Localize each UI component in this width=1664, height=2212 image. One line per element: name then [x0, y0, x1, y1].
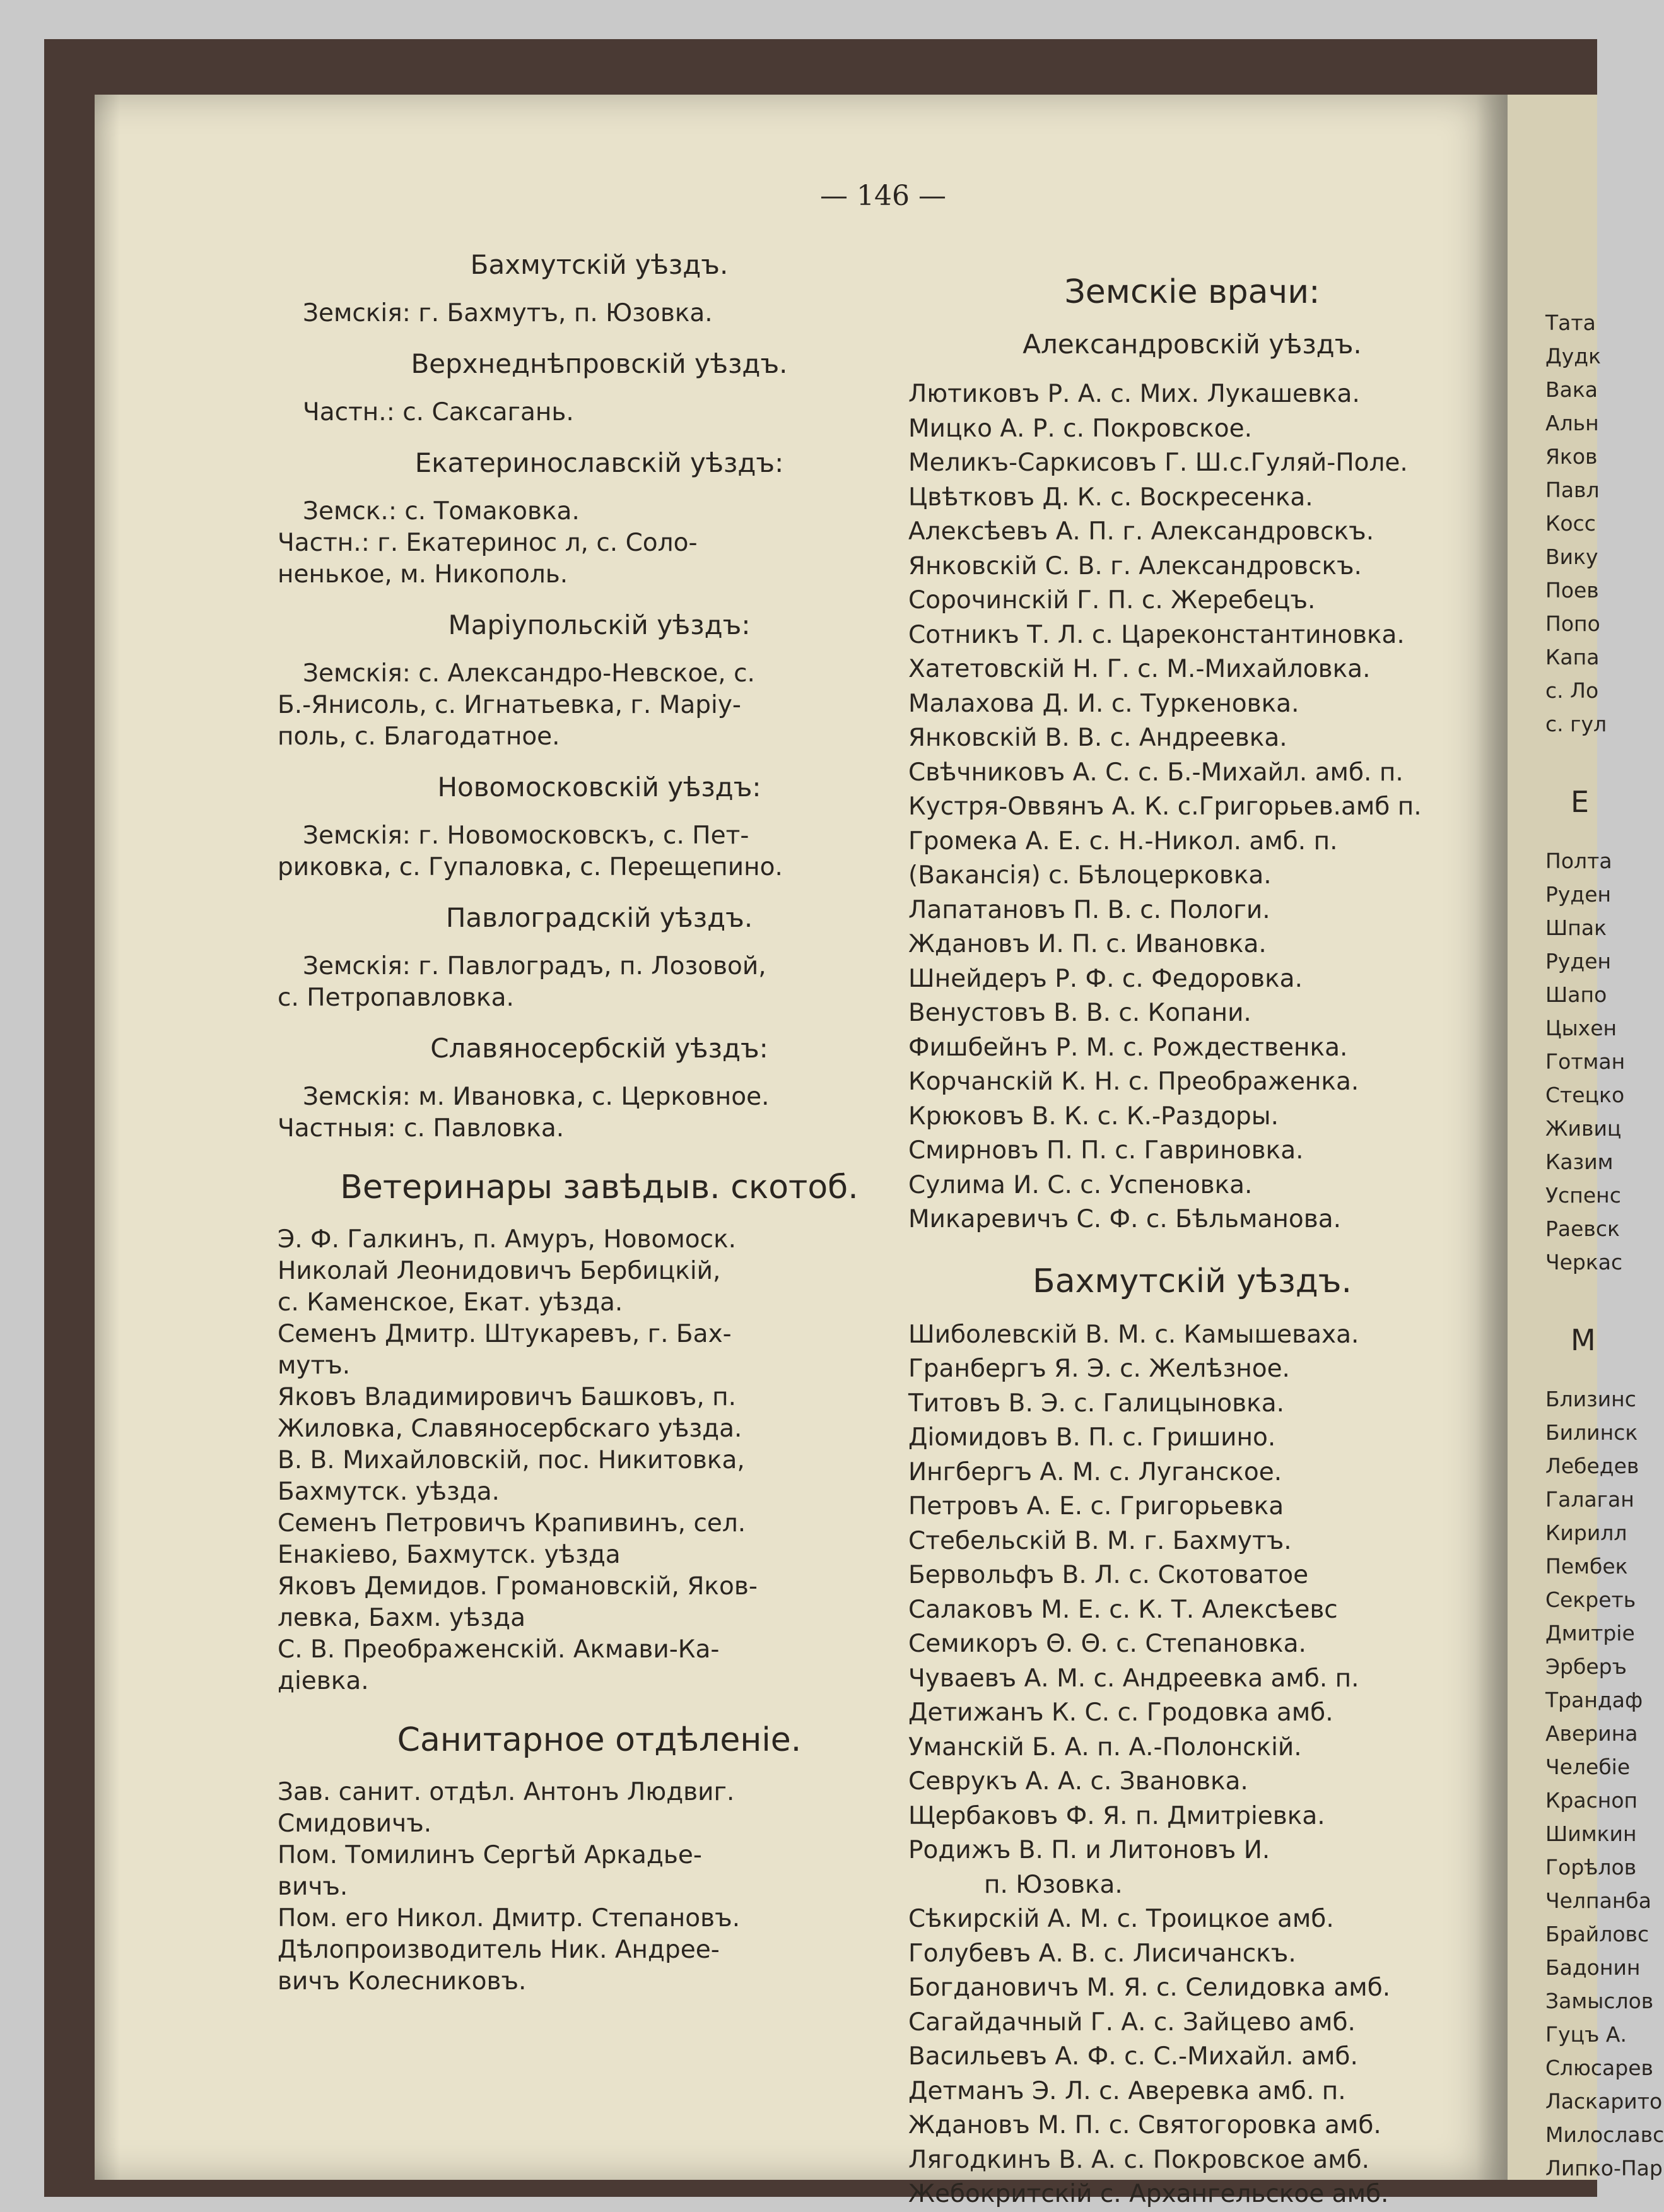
doctor-entry: Шиболевскiй В. М. с. Камышеваха. — [908, 1320, 1359, 1349]
column-heading: Земскiе врачи: — [1064, 273, 1320, 311]
district-heading: Новомосковскiй уѣздъ: — [437, 772, 761, 803]
doctor-entry: Детижанъ К. С. с. Гродовка амб. — [908, 1698, 1333, 1727]
text-line: Аверина — [1545, 1721, 1638, 1746]
district-heading: М — [1571, 1323, 1596, 1357]
text-line: Шимкин — [1545, 1821, 1637, 1846]
text-line: Вака — [1545, 377, 1598, 402]
text-line: с. Петропавловка. — [278, 984, 514, 1012]
doctor-entry: Малахова Д. И. с. Туркеновка. — [908, 689, 1299, 718]
doctor-entry: Микаревичъ С. Ф. с. Бѣльманова. — [908, 1205, 1341, 1233]
text-line: Лебедев — [1545, 1454, 1639, 1478]
text-line: Слюсарев — [1545, 2056, 1653, 2080]
text-line: Поев — [1545, 578, 1599, 603]
sanitary-list — [278, 1777, 921, 1997]
page-number: — 146 — — [820, 180, 946, 212]
text-line: Попо — [1545, 611, 1600, 636]
text-line: левка, Бахм. уѣзда — [278, 1604, 525, 1632]
text-line: Черкас — [1545, 1250, 1623, 1274]
doctor-entry: Васильевъ А. Ф. с. С.-Михайл. амб. — [908, 2042, 1358, 2071]
district-entry — [278, 820, 921, 883]
text-line: с. Каменское, Екат. уѣзда. — [278, 1288, 623, 1317]
text-line: Капа — [1545, 645, 1600, 669]
doctor-entry: Кустря-Оввянъ А. К. с.Григорьев.амб п. — [908, 792, 1422, 821]
text-line: ненькое, м. Никополь. — [278, 560, 568, 589]
text-line: Смидовичъ. — [278, 1809, 432, 1838]
district-heading: Марiупольскiй уѣздъ: — [448, 609, 751, 640]
doctor-entry: Уманскiй Б. А. п. А.-Полонскiй. — [908, 1733, 1302, 1762]
text-line: Земскiя: г. Павлоградъ, п. Лозовой, — [303, 952, 766, 980]
doctor-entry: Салаковъ М. Е. с. К. Т. Алексѣевс — [908, 1595, 1338, 1624]
text-line: С. В. Преображенскiй. Акмави-Ка- — [278, 1635, 720, 1664]
text-line: Эрберъ — [1545, 1654, 1627, 1679]
doctor-entry: Корчанскiй К. Н. с. Преображенка. — [908, 1068, 1359, 1096]
doctor-entry: Сулима И. С. с. Успеновка. — [908, 1170, 1253, 1199]
text-line: Енакiево, Бахмутск. уѣзда — [278, 1541, 621, 1569]
doctor-entry: Мицко А. Р. с. Покровское. — [908, 414, 1252, 443]
text-line: Липко-Пар — [1545, 2156, 1663, 2180]
section-heading-veterinarians: Ветеринары завѣдыв. скотоб. — [340, 1168, 858, 1206]
text-line: Трандаф — [1545, 1688, 1643, 1712]
text-line: риковка, с. Гупаловка, с. Перещепино. — [278, 853, 783, 881]
doctor-entry: Лютиковъ Р. А. с. Мих. Лукашевка. — [908, 380, 1360, 408]
doctor-entry: Стебельскiй В. М. г. Бахмутъ. — [908, 1526, 1292, 1555]
text-line: Частн.: г. Екатеринос л, с. Соло- — [278, 529, 698, 557]
text-line: Челпанба — [1545, 1888, 1651, 1913]
text-line: Жиловка, Славяносербскаго уѣзда. — [278, 1415, 742, 1443]
text-line: Земск.: с. Томаковка. — [303, 497, 580, 526]
district-heading: Екатеринославскiй уѣздъ: — [414, 447, 784, 478]
text-line: Казим — [1545, 1150, 1614, 1174]
text-line: Живиц — [1545, 1116, 1622, 1141]
district-entry — [278, 496, 921, 591]
right-page-fragment — [1508, 95, 1664, 2180]
text-line: Цыхен — [1545, 1016, 1617, 1040]
doctor-entry: Дiомидовъ В. П. с. Гришино. — [908, 1423, 1276, 1452]
doctor-entry: Ждановъ М. П. с. Святогоровка амб. — [908, 2111, 1381, 2139]
district-entry — [278, 951, 921, 1014]
text-line: Косс — [1545, 511, 1596, 536]
text-line: Дмитрiе — [1545, 1621, 1635, 1645]
text-line: Гуцъ А. — [1545, 2022, 1627, 2047]
page-edge-shadow — [95, 95, 120, 2180]
text-line: Кирилл — [1545, 1521, 1627, 1545]
text-line: Пембек — [1545, 1554, 1628, 1579]
text-line: Пом. его Никол. Дмитр. Степановъ. — [278, 1904, 741, 1933]
text-line: Замыслов — [1545, 1989, 1654, 2013]
text-line: Пом. Томилинъ Сергѣй Аркадье- — [278, 1841, 702, 1869]
text-line: Вику — [1545, 544, 1598, 569]
text-line: Руден — [1545, 949, 1612, 974]
text-line: Семенъ Дмитр. Штукаревъ, г. Бах- — [278, 1320, 732, 1348]
text-line: Тата — [1545, 310, 1596, 335]
doctor-entry: Ждановъ И. П. с. Ивановка. — [908, 930, 1267, 958]
doctor-entry: Петровъ А. Е. с. Григорьевка — [908, 1492, 1284, 1521]
text-line: Раевск — [1545, 1216, 1620, 1241]
doctor-entry: Гранбергъ Я. Э. с. Желѣзное. — [908, 1355, 1290, 1383]
district-entry — [278, 397, 921, 428]
text-line: Альн — [1545, 411, 1599, 435]
text-line: Павл — [1545, 478, 1600, 502]
district-heading: Бахмутскiй уѣздъ. — [1033, 1262, 1352, 1300]
doctor-entry: Богдановичъ М. Я. с. Селидовка амб. — [908, 1974, 1391, 2002]
text-line: Частн.: с. Саксагань. — [303, 398, 574, 427]
text-line: Секреть — [1545, 1587, 1636, 1612]
text-line: вичъ Колесниковъ. — [278, 1967, 527, 1996]
district-heading: Бахмутскiй уѣздъ. — [470, 249, 729, 280]
text-line: Готман — [1545, 1049, 1626, 1074]
text-line: вичъ. — [278, 1873, 348, 1901]
doctor-entry: Чуваевъ А. М. с. Андреевка амб. п. — [908, 1664, 1359, 1693]
doctor-entry: Сагайдачный Г. А. с. Зайцево амб. — [908, 2008, 1356, 2037]
text-line: В. В. Михайловскiй, пос. Никитовка, — [278, 1446, 745, 1474]
text-line: Зав. санит. отдѣл. Антонъ Людвиг. — [278, 1778, 735, 1806]
text-line: поль, с. Благодатное. — [278, 722, 560, 751]
text-line: Милославс — [1545, 2122, 1664, 2147]
doctor-entry: Свѣчниковъ А. С. с. Б.-Михайл. амб. п. — [908, 758, 1403, 787]
doctor-entry: (Вакансiя) с. Бѣлоцерковка. — [908, 861, 1272, 890]
text-line: Земскiя: г. Бахмутъ, п. Юзовка. — [303, 299, 713, 327]
doctor-entry: Титовъ В. Э. с. Галицыновка. — [908, 1389, 1284, 1418]
doctor-entry: Севрукъ А. А. с. Звановка. — [908, 1767, 1248, 1796]
doctor-entry: Шнейдеръ Р. Ф. с. Федоровка. — [908, 964, 1303, 993]
doctor-entry: Сотникъ Т. Л. с. Цареконстантиновка. — [908, 620, 1405, 649]
text-line: Ласкарито — [1545, 2089, 1663, 2114]
doctor-entry: Янковскiй С. В. г. Александровскъ. — [908, 551, 1362, 580]
text-line: Яковъ Владимировичъ Башковъ, п. — [278, 1383, 737, 1411]
text-line: Успенс — [1545, 1183, 1621, 1208]
doctor-entry: Алексѣевъ А. П. г. Александровскъ. — [908, 517, 1374, 546]
text-line: Близинс — [1545, 1387, 1636, 1411]
text-line: Семенъ Петровичъ Крапивинъ, сел. — [278, 1509, 746, 1538]
text-line: Красноп — [1545, 1788, 1638, 1813]
district-heading: Е — [1571, 785, 1590, 819]
left-column — [278, 249, 921, 2016]
doctor-entry: Лапатановъ П. В. с. Пологи. — [908, 895, 1270, 924]
text-line: Земскiя: с. Александро-Невское, с. — [303, 659, 755, 688]
doctor-entry: Бервольфъ В. Л. с. Скотоватое — [908, 1561, 1309, 1589]
doctor-entry: Цвѣтковъ Д. К. с. Воскресенка. — [908, 483, 1313, 512]
doctor-entry: Крюковъ В. К. с. К.-Раздоры. — [908, 1102, 1279, 1131]
doctor-entry: Детманъ Э. Л. с. Аверевка амб. п. — [908, 2076, 1346, 2105]
text-line: Стецко — [1545, 1083, 1625, 1107]
text-line: Билинск — [1545, 1420, 1638, 1445]
text-line: дiевка. — [278, 1667, 369, 1695]
text-line: Челебiе — [1545, 1755, 1631, 1779]
text-line: Земскiя: г. Новомосковскъ, с. Пет- — [303, 821, 749, 850]
doctor-entry: Ингбергъ А. М. с. Луганское. — [908, 1457, 1282, 1486]
doctor-entry: Сорочинскiй Г. П. с. Жеребецъ. — [908, 586, 1316, 615]
text-line: Руден — [1545, 882, 1612, 907]
text-line: Бахмутск. уѣзда. — [278, 1478, 500, 1506]
text-line: Б.-Янисоль, с. Игнатьевка, г. Марiу- — [278, 691, 741, 719]
text-line: Шпак — [1545, 915, 1607, 940]
right-page-text — [1508, 95, 1664, 2185]
text-line: Николай Леонидовичъ Бербицкiй, — [278, 1257, 721, 1285]
text-line: Полта — [1545, 849, 1612, 873]
doctor-entry: Фишбейнъ Р. М. с. Рождественка. — [908, 1033, 1348, 1062]
doctor-entry: Сѣкирскiй А. М. с. Троицкое амб. — [908, 1905, 1334, 1933]
text-line: Горѣлов — [1545, 1855, 1637, 1880]
text-line: Брайловс — [1545, 1922, 1649, 1946]
text-line: Яков — [1545, 444, 1598, 469]
middle-column — [908, 249, 1476, 2212]
doctor-entry: Жебокритскiй с. Архангельское амб. — [908, 2180, 1389, 2208]
district-heading: Павлоградскiй уѣздъ. — [445, 902, 753, 933]
text-line: Яковъ Демидов. Громановскiй, Яков- — [278, 1572, 758, 1601]
text-line: Земскiя: м. Ивановка, с. Церковное. — [303, 1083, 770, 1111]
text-line: Частныя: с. Павловка. — [278, 1114, 565, 1143]
doctor-entry: п. Юзовка. — [984, 1870, 1123, 1899]
text-line: Бадонин — [1545, 1955, 1641, 1980]
text-line: Галаган — [1545, 1487, 1634, 1512]
district-heading: Верхнеднѣпровскiй уѣздъ. — [411, 348, 788, 379]
doctor-entry: Янковскiй В. В. с. Андреевка. — [908, 724, 1287, 752]
district-heading: Славяносербскiй уѣздъ: — [430, 1033, 768, 1064]
text-line: Шапо — [1545, 982, 1607, 1007]
veterinarians-list — [278, 1224, 921, 1697]
doctor-entry: Хатетовскiй Н. Г. с. М.-Михайловка. — [908, 655, 1371, 683]
doctor-entry: Семикоръ Θ. Θ. с. Степановка. — [908, 1630, 1306, 1658]
text-line: Э. Ф. Галкинъ, п. Амуръ, Новомоск. — [278, 1225, 737, 1254]
doctor-entry: Меликъ-Саркисовъ Г. Ш.с.Гуляй-Поле. — [908, 449, 1408, 477]
text-line: с. Ло — [1545, 678, 1599, 703]
text-line: с. гул — [1545, 712, 1607, 736]
doctor-entry: Щербаковъ Ф. Я. п. Дмитрiевка. — [908, 1801, 1325, 1830]
district-entry — [278, 1081, 921, 1144]
doctor-entry: Венустовъ В. В. с. Копани. — [908, 999, 1251, 1027]
doctor-entry: Родижъ В. П. и Литоновъ И. — [908, 1836, 1270, 1864]
doctor-entry: Лягодкинъ В. А. с. Покровское амб. — [908, 2145, 1370, 2174]
doctor-entry: Голубевъ А. В. с. Лисичанскъ. — [908, 1939, 1296, 1968]
district-heading: Александровскiй уѣздъ. — [1022, 329, 1362, 360]
doctor-entry: Смирновъ П. П. с. Гавриновка. — [908, 1136, 1304, 1165]
section-heading-sanitary: Санитарное отдѣленiе. — [397, 1721, 802, 1759]
district-entry — [278, 658, 921, 753]
text-line: Дудк — [1545, 344, 1602, 368]
text-line: Дѣлопроизводитель Ник. Андрее- — [278, 1936, 720, 1964]
district-entry — [278, 298, 921, 329]
doctor-entry: Громека А. Е. с. Н.-Никол. амб. п. — [908, 827, 1338, 856]
text-line: мутъ. — [278, 1351, 351, 1380]
